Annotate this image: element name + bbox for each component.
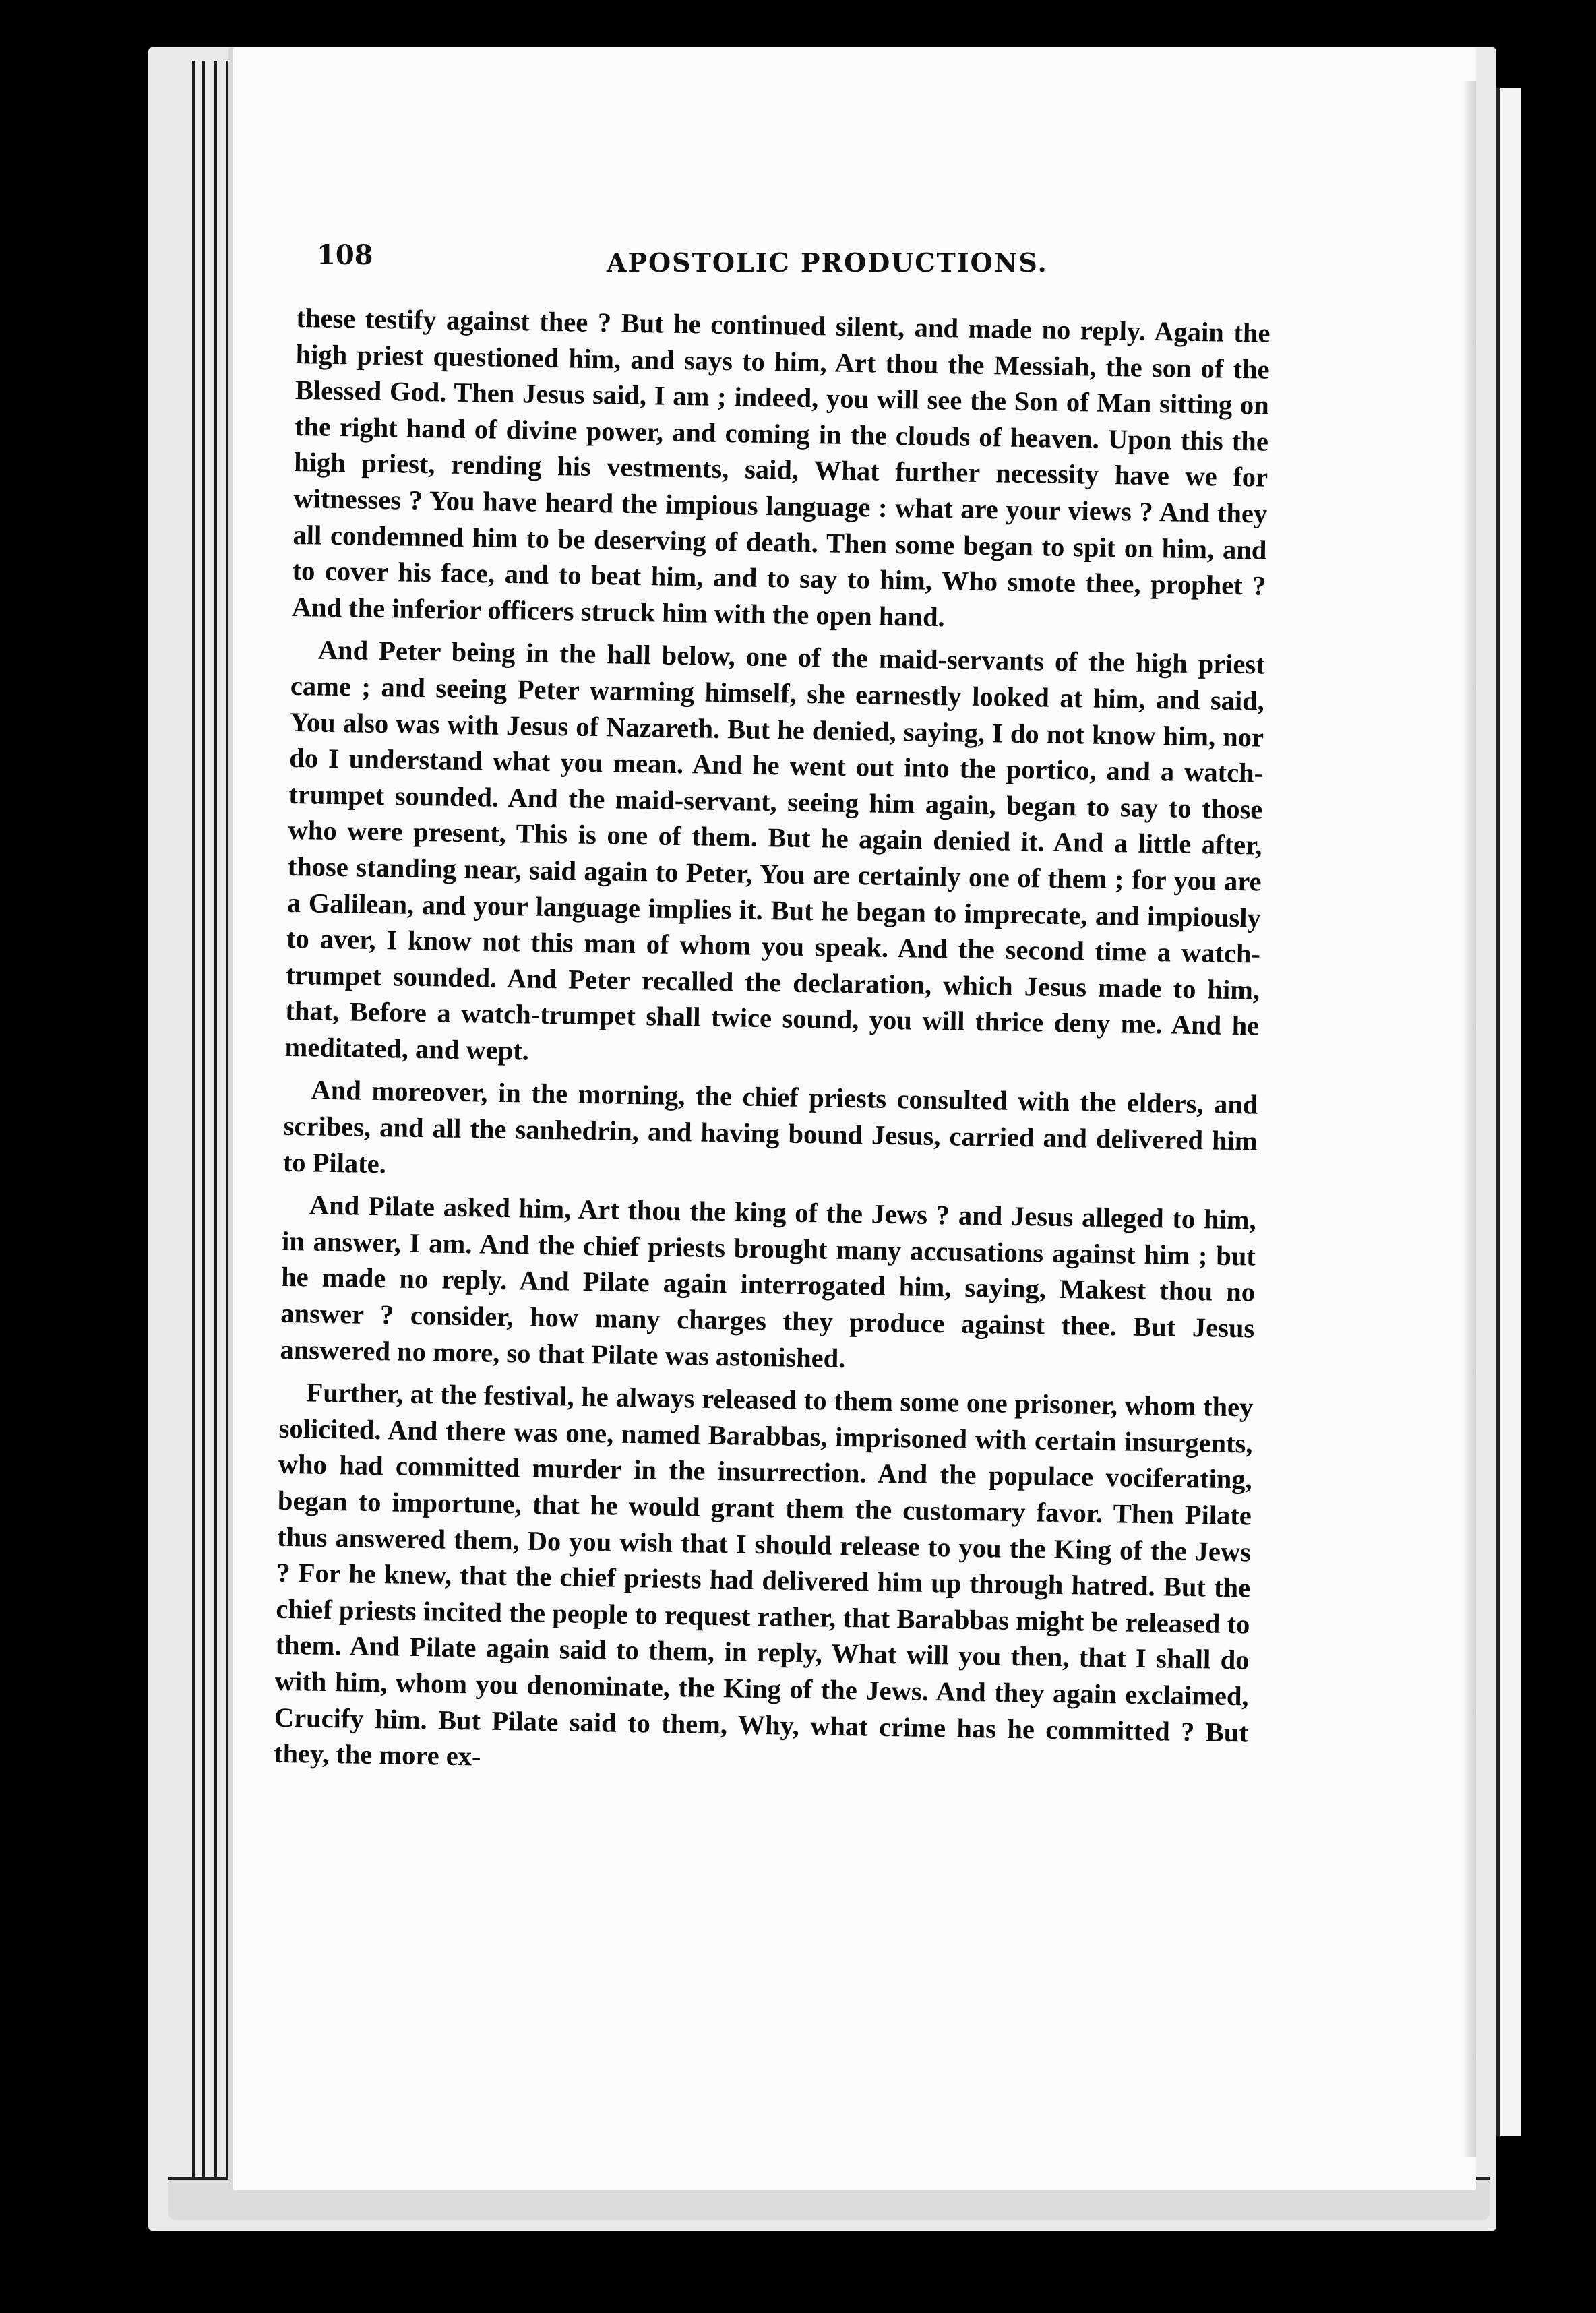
paragraph: Further, at the festival, he always released to them some one prisoner, whom they solicited. And there was one, named Barabbas, imprisoned with certain insurgents, who had committed murder in the insurrection. And the populace vociferating, began to importune, that he would grant them the customary favor. Then Pilate thus answered them, Do you wish that I should release to you the King of the Jews ? For he knew, that the chief priests had delivered him up through hatred. But the chief priests incited the people to request rather, that Barabbas might be released to them. And Pilate again said to them, in reply, What will you then, that I shall do with him, whom you denominate, the King of the Jews. And they again exclaimed, Crucify him. But Pilate said to them, Why, what crime has he committed ? But they, the more ex- xyxy=(273,1377,1254,1772)
facing-page-strip xyxy=(1496,88,1521,2136)
page-number: 108 xyxy=(317,239,373,271)
page-edge-line xyxy=(214,61,217,2184)
page-edge-line xyxy=(226,61,228,2184)
page-header xyxy=(317,239,1274,280)
running-title: APOSTOLIC PRODUCTIONS. xyxy=(607,247,1048,278)
paragraph: And Pilate asked him, Art thou the king of the Jews ? and Jesus alleged to him, in answer, I am. And the chief priests brought many accusations against him ; but he made no reply. And Pilate again interrogated him, saying, Makest thou no answer ? consider, how many charges they produce against thee. But Jesus answered no more, so that Pilate was astonished. xyxy=(280,1190,1257,1374)
paragraph: And moreover, in the morning, the chief priests consulted with the elders, and scribes, and all the sanhedrin, and having bound Jesus, carried and delivered him to Pilate. xyxy=(282,1074,1258,1179)
body-text xyxy=(274,300,1270,1793)
spine-shadow xyxy=(1463,81,1476,2157)
page-edge-line xyxy=(202,61,205,2184)
paragraph: these testify against thee ? But he continued silent, and made no reply. Again the high priest questioned him, and says to him, Art thou the Messiah, the son of the Blessed God. Then Jesus said, I am ; indeed, you will see the Son of Man sitting on the right hand of divine power, and coming in the clouds of heaven. Upon this the high priest, rending his vestments, said, What further necessity have we for witnesses ? You have heard the impious language : what are your views ? And they all condemned him to be deserving of death. Then some began to spit on him, and to cover his face, and to beat him, and to say to him, Who smote thee, prophet ? And the inferior officers struck him with the open hand. xyxy=(291,302,1270,632)
page-edge-line xyxy=(192,61,195,2184)
paragraph: And Peter being in the hall below, one of the maid-servants of the high priest came ; and seeing Peter warming himself, she earnestly looked at him, and said, You also was with Jesus of Nazareth. But he denied, saying, I do not know him, nor do I understand what you mean. And he went out into the portico, and a watch-trumpet sounded. And the maid-servant, seeing him again, began to say to those who were present, This is one of them. But he again denied it. And a little after, those standing near, said again to Peter, You are certainly one of them ; for you are a Galilean, and your language implies it. But he began to imprecate, and impiously to aver, I know not this man of whom you speak. And the second time a watch-trumpet sounded. And Peter recalled the declaration, which Jesus made to him, that, Before a watch-trumpet shall twice sound, you will thrice deny me. And he meditated, and wept. xyxy=(284,634,1266,1066)
